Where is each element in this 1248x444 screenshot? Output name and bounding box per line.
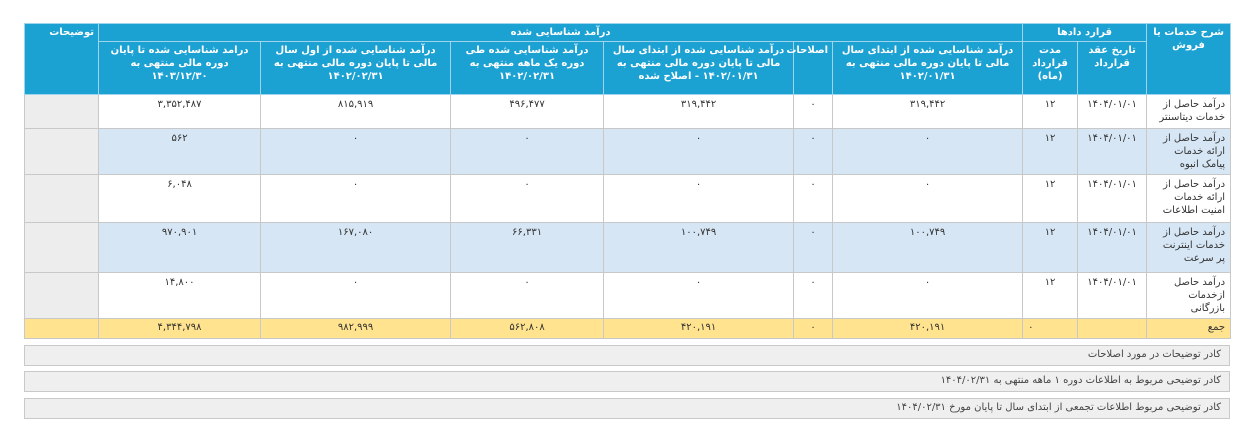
row-note <box>25 273 99 319</box>
row-ytd: ۱۶۷,۰۸۰ <box>261 223 451 273</box>
row-prior-corrected: ۰ <box>604 129 794 175</box>
total-prior: ۴۲۰,۱۹۱ <box>833 319 1023 339</box>
row-contract-date: ۱۴۰۴/۰۱/۰۱ <box>1078 95 1147 129</box>
table-row <box>25 273 1231 319</box>
row-corrections: ۰ <box>794 95 833 129</box>
row-corrections: ۰ <box>794 273 833 319</box>
row-note <box>25 95 99 129</box>
corrections-note-label: کادر توضیحات در مورد اصلاحات <box>1087 349 1221 360</box>
total-label: جمع <box>1147 319 1231 339</box>
total-contract-date <box>1078 319 1147 339</box>
header-prior-year: درآمد شناسایی شده از ابتدای سال مالی تا پایان دوره مالی منتهی به ۱۴۰۲/۰۱/۳۱ <box>833 42 1023 95</box>
row-prior: ۰ <box>833 175 1023 223</box>
row-prior-corrected: ۰ <box>604 273 794 319</box>
row-month: ۰ <box>451 129 604 175</box>
total-full: ۴,۳۴۴,۷۹۸ <box>99 319 261 339</box>
row-full: ۱۴,۸۰۰ <box>99 273 261 319</box>
row-contract-date: ۱۴۰۴/۰۱/۰۱ <box>1078 129 1147 175</box>
row-ytd: ۸۱۵,۹۱۹ <box>261 95 451 129</box>
row-ytd: ۰ <box>261 273 451 319</box>
row-contract-date: ۱۴۰۴/۰۱/۰۱ <box>1078 175 1147 223</box>
monthly-note-label: کادر توضیحی مربوط به اطلاعات دوره ۱ ماهه منتهی به ۱۴۰۴/۰۲/۳۱ <box>940 375 1221 386</box>
cumulative-note-box[interactable] <box>24 398 1230 419</box>
corrections-note-box[interactable] <box>24 345 1230 366</box>
row-prior: ۰ <box>833 129 1023 175</box>
header-recognized-group: درآمد شناسایی شده <box>99 24 1023 42</box>
total-corrections: ۰ <box>794 319 833 339</box>
row-desc: درآمد حاصل ازخدمات بازرگانی <box>1147 273 1231 319</box>
table-row <box>25 175 1231 223</box>
row-prior: ۳۱۹,۴۴۲ <box>833 95 1023 129</box>
row-desc: درآمد حاصل از خدمات دیتاسنتر <box>1147 95 1231 129</box>
row-ytd: ۰ <box>261 129 451 175</box>
header-corrections: اصلاحات <box>794 42 833 95</box>
row-corrections: ۰ <box>794 175 833 223</box>
row-ytd: ۰ <box>261 175 451 223</box>
header-contract-group: قرارد دادها <box>1023 24 1147 42</box>
header-service-desc: شرح خدمات یا فروش <box>1147 24 1231 95</box>
total-prior-corrected: ۴۲۰,۱۹۱ <box>604 319 794 339</box>
row-full: ۹۷۰,۹۰۱ <box>99 223 261 273</box>
cumulative-note-label: کادر توضیحی مربوط اطلاعات تجمعی از ابتدای سال تا پایان مورخ ۱۴۰۴/۰۲/۳۱ <box>896 402 1221 413</box>
monthly-note-box[interactable] <box>24 371 1230 392</box>
row-full: ۵۶۲ <box>99 129 261 175</box>
table-row <box>25 95 1231 129</box>
table-row <box>25 223 1231 273</box>
row-duration: ۱۲ <box>1023 273 1078 319</box>
row-prior: ۱۰۰,۷۴۹ <box>833 223 1023 273</box>
row-note <box>25 129 99 175</box>
header-notes: توضیحات <box>25 24 99 95</box>
row-prior-corrected: ۱۰۰,۷۴۹ <box>604 223 794 273</box>
row-prior-corrected: ۰ <box>604 175 794 223</box>
row-month: ۶۶,۳۳۱ <box>451 223 604 273</box>
total-row <box>25 319 1231 339</box>
row-corrections: ۰ <box>794 223 833 273</box>
row-month: ۰ <box>451 273 604 319</box>
row-prior: ۰ <box>833 273 1023 319</box>
header-row-sub <box>25 42 1231 95</box>
row-corrections: ۰ <box>794 129 833 175</box>
row-contract-date: ۱۴۰۴/۰۱/۰۱ <box>1078 223 1147 273</box>
header-contract-duration: مدت قرارداد (ماه) <box>1023 42 1078 95</box>
table-row <box>25 129 1231 175</box>
header-one-month: درآمد شناسایی شده طی دوره یک ماهه منتهی به ۱۴۰۲/۰۲/۳۱ <box>451 42 604 95</box>
row-full: ۶,۰۴۸ <box>99 175 261 223</box>
row-duration: ۱۲ <box>1023 223 1078 273</box>
total-note <box>25 319 99 339</box>
row-full: ۳,۳۵۲,۴۸۷ <box>99 95 261 129</box>
row-desc: درآمد حاصل از ارائه خدمات پیامک انبوه <box>1147 129 1231 175</box>
header-ytd: درآمد شناسایی شده از اول سال مالی تا پایان دوره مالی منتهی به ۱۴۰۲/۰۲/۳۱ <box>261 42 451 95</box>
revenue-table <box>24 23 1231 339</box>
header-prior-corrected: درآمد شناسایی شده از ابتدای سال مالی تا پایان دوره مالی منتهی به ۱۴۰۲/۰۱/۳۱ - اصلاح شده <box>604 42 794 95</box>
header-full-period: درامد شناسایی شده تا پایان دوره مالی منتهی به ۱۴۰۳/۱۲/۳۰ <box>99 42 261 95</box>
row-contract-date: ۱۴۰۴/۰۱/۰۱ <box>1078 273 1147 319</box>
row-month: ۴۹۶,۴۷۷ <box>451 95 604 129</box>
row-note <box>25 223 99 273</box>
row-prior-corrected: ۳۱۹,۴۴۲ <box>604 95 794 129</box>
total-ytd: ۹۸۲,۹۹۹ <box>261 319 451 339</box>
row-month: ۰ <box>451 175 604 223</box>
header-row-top <box>25 24 1231 42</box>
row-duration: ۱۲ <box>1023 129 1078 175</box>
total-month: ۵۶۲,۸۰۸ <box>451 319 604 339</box>
row-desc: درآمد حاصل از خدمات اینترنت پر سرعت <box>1147 223 1231 273</box>
header-contract-date: تاریخ عقد قرارداد <box>1078 42 1147 95</box>
row-duration: ۱۲ <box>1023 175 1078 223</box>
total-duration: ۰ <box>1023 319 1078 339</box>
row-duration: ۱۲ <box>1023 95 1078 129</box>
row-desc: درآمد حاصل از ارائه خدمات امنیت اطلاعات <box>1147 175 1231 223</box>
row-note <box>25 175 99 223</box>
